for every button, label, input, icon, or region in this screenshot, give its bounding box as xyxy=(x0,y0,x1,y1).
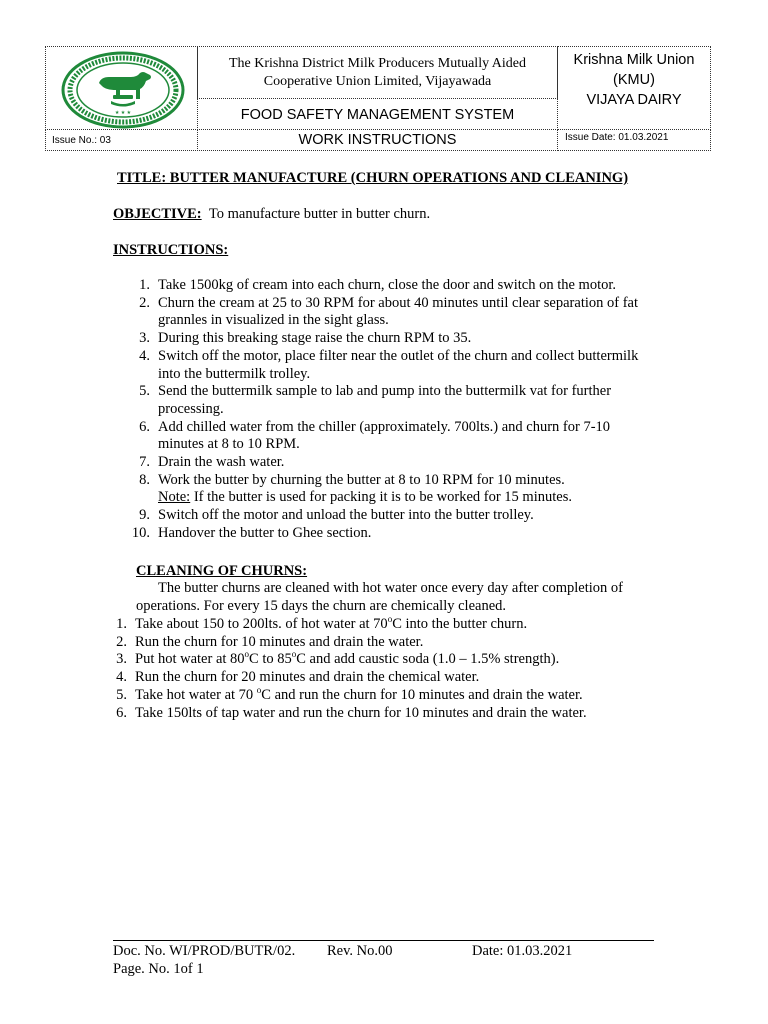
cleaning-list xyxy=(113,616,658,722)
document-date: Date: 01.03.2021 xyxy=(472,943,573,959)
list-item: 1. Take 1500kg of cream into each churn, close the door and switch on the motor. xyxy=(139,277,617,293)
logo-motto: ★ ★ ★ xyxy=(114,110,132,116)
objective-label: OBJECTIVE: xyxy=(113,206,202,222)
cleaning-intro-line1: The butter churns are cleaned with hot water once every day after completion of xyxy=(158,580,624,596)
page-number: Page. No. 1of 1 xyxy=(113,961,204,977)
cleaning-heading: CLEANING OF CHURNS: xyxy=(136,563,308,579)
union-name: Krishna Milk Union xyxy=(573,52,695,68)
list-item: 7. Drain the wash water. xyxy=(139,454,285,471)
objective xyxy=(113,206,430,223)
list-item: 10. Handover the butter to Ghee section. xyxy=(131,524,372,541)
footer xyxy=(113,942,654,978)
work-instructions-title: WORK INSTRUCTIONS xyxy=(298,132,457,148)
kmu-logo xyxy=(61,51,185,129)
issue-date: Issue Date: 01.03.2021 xyxy=(565,132,669,143)
list-item: 9. Switch off the motor and unload the butter into the butter trolley. xyxy=(139,507,534,524)
dairy-name: VIJAYA DAIRY xyxy=(586,92,682,108)
list-item: 1. Take about 150 to 200lts. of hot water at 70$^o$C into the butter churn. xyxy=(116,614,528,632)
org-name-line1: The Krishna District Milk Producers Mutually Aided xyxy=(228,56,527,71)
list-item: 5. Send the buttermilk sample to lab and pump into the buttermilk vat for further processing. xyxy=(139,383,612,417)
organization-name-cell xyxy=(197,46,558,99)
list-item: 5. Take hot water at 70 $^o$C and run the churn for 10 minutes and drain the water. xyxy=(116,684,583,703)
list-item: 8. Work the butter by churning the butter at 8 to 10 RPM for 10 minutes. Note: If the butter is used for packing it is to be worked for 15 minutes. xyxy=(139,471,572,506)
revision-number: Rev. No.00 xyxy=(327,943,393,959)
instructions-list xyxy=(113,277,658,543)
list-item: 3. During this breaking stage raise the churn RPM to 35. xyxy=(139,330,472,347)
work-instructions-cell xyxy=(197,129,558,151)
list-item: 2. Churn the cream at 25 to 30 RPM for about 40 minutes until clear separation of fat grannles in visualized in the sight glass. xyxy=(139,294,638,329)
list-item: 2. Run the churn for 10 minutes and drain the water. xyxy=(116,633,424,650)
document-title: TITLE: BUTTER MANUFACTURE (CHURN OPERATIONS AND CLEANING) xyxy=(117,170,629,186)
list-item: 4. Run the churn for 20 minutes and drain the chemical water. xyxy=(116,669,480,686)
issue-number: Issue No.: 03 xyxy=(52,135,111,146)
list-item: 6. Take 150lts of tap water and run the churn for 10 minutes and drain the water. xyxy=(116,704,587,721)
issue-no-cell xyxy=(45,129,198,151)
list-item: 6. Add chilled water from the chiller (approximately. 700lts.) and churn for 7-10 minutes at 8 to 10 RPM. xyxy=(139,418,611,453)
list-item: 3. Put hot water at 80$^o$C to 85$^o$C and add caustic soda (1.0 – 1.5% strength). xyxy=(116,649,560,668)
issue-date-cell xyxy=(557,129,711,151)
doc-number: Doc. No. WI/PROD/BUTR/02. xyxy=(113,943,296,959)
union-name-cell xyxy=(557,46,711,130)
objective-text: To manufacture butter in butter churn. xyxy=(208,206,431,222)
union-abbr: (KMU) xyxy=(613,72,655,88)
fsms-cell xyxy=(197,98,558,130)
footer-divider xyxy=(113,940,654,941)
list-item: 4. Switch off the motor, place filter near the outlet of the churn and collect buttermilk into the buttermilk trolley. xyxy=(139,347,639,382)
cleaning-intro-line2: operations. For every 15 days the churn are chemically cleaned. xyxy=(136,598,507,614)
org-name-line2: Cooperative Union Limited, Vijayawada xyxy=(263,74,492,89)
fsms-title: FOOD SAFETY MANAGEMENT SYSTEM xyxy=(240,107,515,123)
note-label: Note: xyxy=(158,489,191,506)
header-table xyxy=(45,46,711,151)
logo-cell xyxy=(45,46,198,130)
note-text: If the butter is used for packing it is to be worked for 15 minutes. xyxy=(190,489,572,506)
instructions-heading: INSTRUCTIONS: xyxy=(113,242,229,258)
